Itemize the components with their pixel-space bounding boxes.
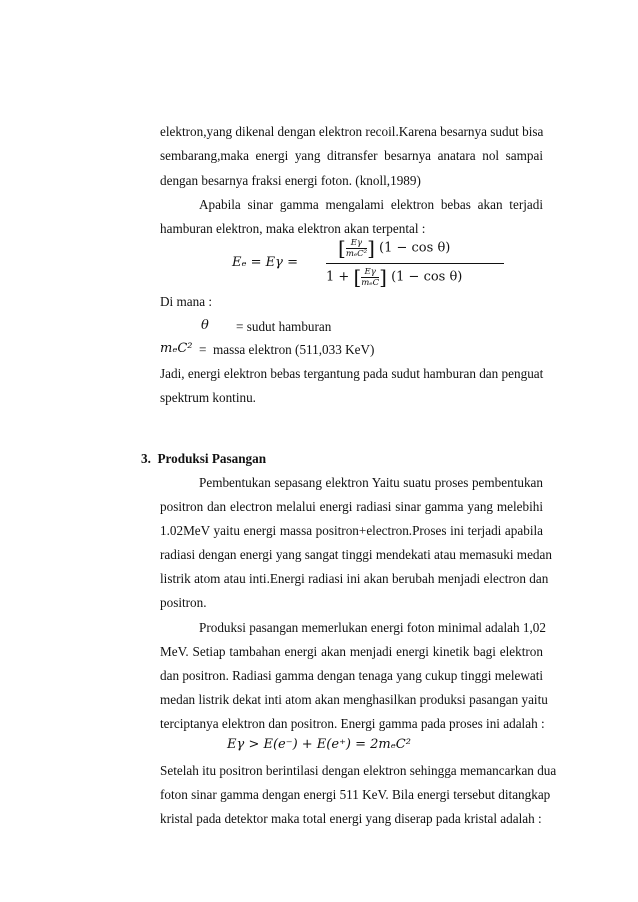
text-line: dengan besarnya fraksi energi foton. (knoll,1989) — [160, 173, 421, 188]
equation-lhs: Eₑ = Eγ = — [232, 255, 298, 270]
mass-symbol: mₑC² — [160, 341, 193, 356]
equation-fraction: [ $\frac{E\gamma}{\text{mₑC²}}$ ] (1 − cos θ) 1 + [ $\frac{E\gamma}{\text{mₑC}}$ ] (1 − cos θ) — [326, 236, 504, 294]
text-line: Jadi, energi elektron bebas tergantung pada sudut hamburan dan penguat — [160, 366, 544, 381]
mass-definition: = massa elektron (511,033 KeV) — [199, 342, 375, 357]
text-line: terciptanya elektron dan positron. Energi gamma pada proses ini adalah : — [160, 716, 545, 731]
text-line: Apabila sinar gamma mengalami elektron bebas akan terjadi — [199, 197, 543, 212]
eq-den-bottom: mₑC — [361, 277, 380, 288]
text-line: hamburan elektron, maka elektron akan terpental : — [160, 221, 426, 236]
pair-production-equation: Eγ > E(e⁻) + E(e⁺) = 2mₑC² — [227, 737, 411, 752]
text-line: spektrum kontinu. — [160, 390, 256, 405]
eq-den-rest: (1 − cos θ) — [391, 269, 463, 285]
section-heading: 3. Produksi Pasangan — [141, 451, 267, 466]
eq-num-top: Eγ — [350, 237, 363, 248]
text-line: listrik atom atau inti.Energi radiasi ini akan berubah menjadi electron dan — [160, 571, 549, 586]
text-line: kristal pada detektor maka total energi yang diserap pada kristal adalah : — [160, 811, 542, 826]
text-line: radiasi dengan energi yang sangat tinggi mendekati atau memasuki medan — [160, 547, 552, 562]
text-line: Di mana : — [160, 294, 213, 309]
text-line: MeV. Setiap tambahan energi akan menjadi energi kinetik bagi elektron — [160, 644, 543, 659]
eq-num-rest: (1 − cos θ) — [379, 240, 451, 256]
theta-symbol: θ — [201, 318, 209, 333]
text-line: 1.02MeV yaitu energi massa positron+electron.Proses ini terjadi apabila — [160, 523, 543, 538]
text-line: elektron,yang dikenal dengan elektron recoil.Karena besarnya sudut bisa — [160, 124, 544, 139]
text-line: Setelah itu positron berintilasi dengan elektron sehingga memancarkan dua — [160, 763, 557, 778]
text-line: Pembentukan sepasang elektron Yaitu suatu proses pembentukan — [199, 475, 543, 490]
text-line: medan listrik dekat inti atom akan menghasilkan produksi pasangan yaitu — [160, 692, 548, 707]
text-line: Produksi pasangan memerlukan energi foton minimal adalah 1,02 — [199, 620, 546, 635]
eq-num-bottom: mₑC² — [345, 248, 368, 259]
theta-definition: = sudut hamburan — [236, 319, 332, 334]
text-line: foton sinar gamma dengan energi 511 KeV. Bila energi tersebut ditangkap — [160, 787, 551, 802]
eq-den-pre: 1 + — [326, 269, 350, 285]
compton-equation — [232, 236, 463, 294]
text-line: positron. — [160, 595, 207, 610]
text-line: sembarang,maka energi yang ditransfer besarnya anatara nol sampai — [160, 148, 543, 163]
text-line: positron dan electron melalui energi radiasi sinar gamma yang melebihi — [160, 499, 543, 514]
eq-den-top: Eγ — [364, 266, 376, 277]
text-line: dan positron. Radiasi gamma dengan tenaga yang cukup tinggi melewati — [160, 668, 544, 683]
